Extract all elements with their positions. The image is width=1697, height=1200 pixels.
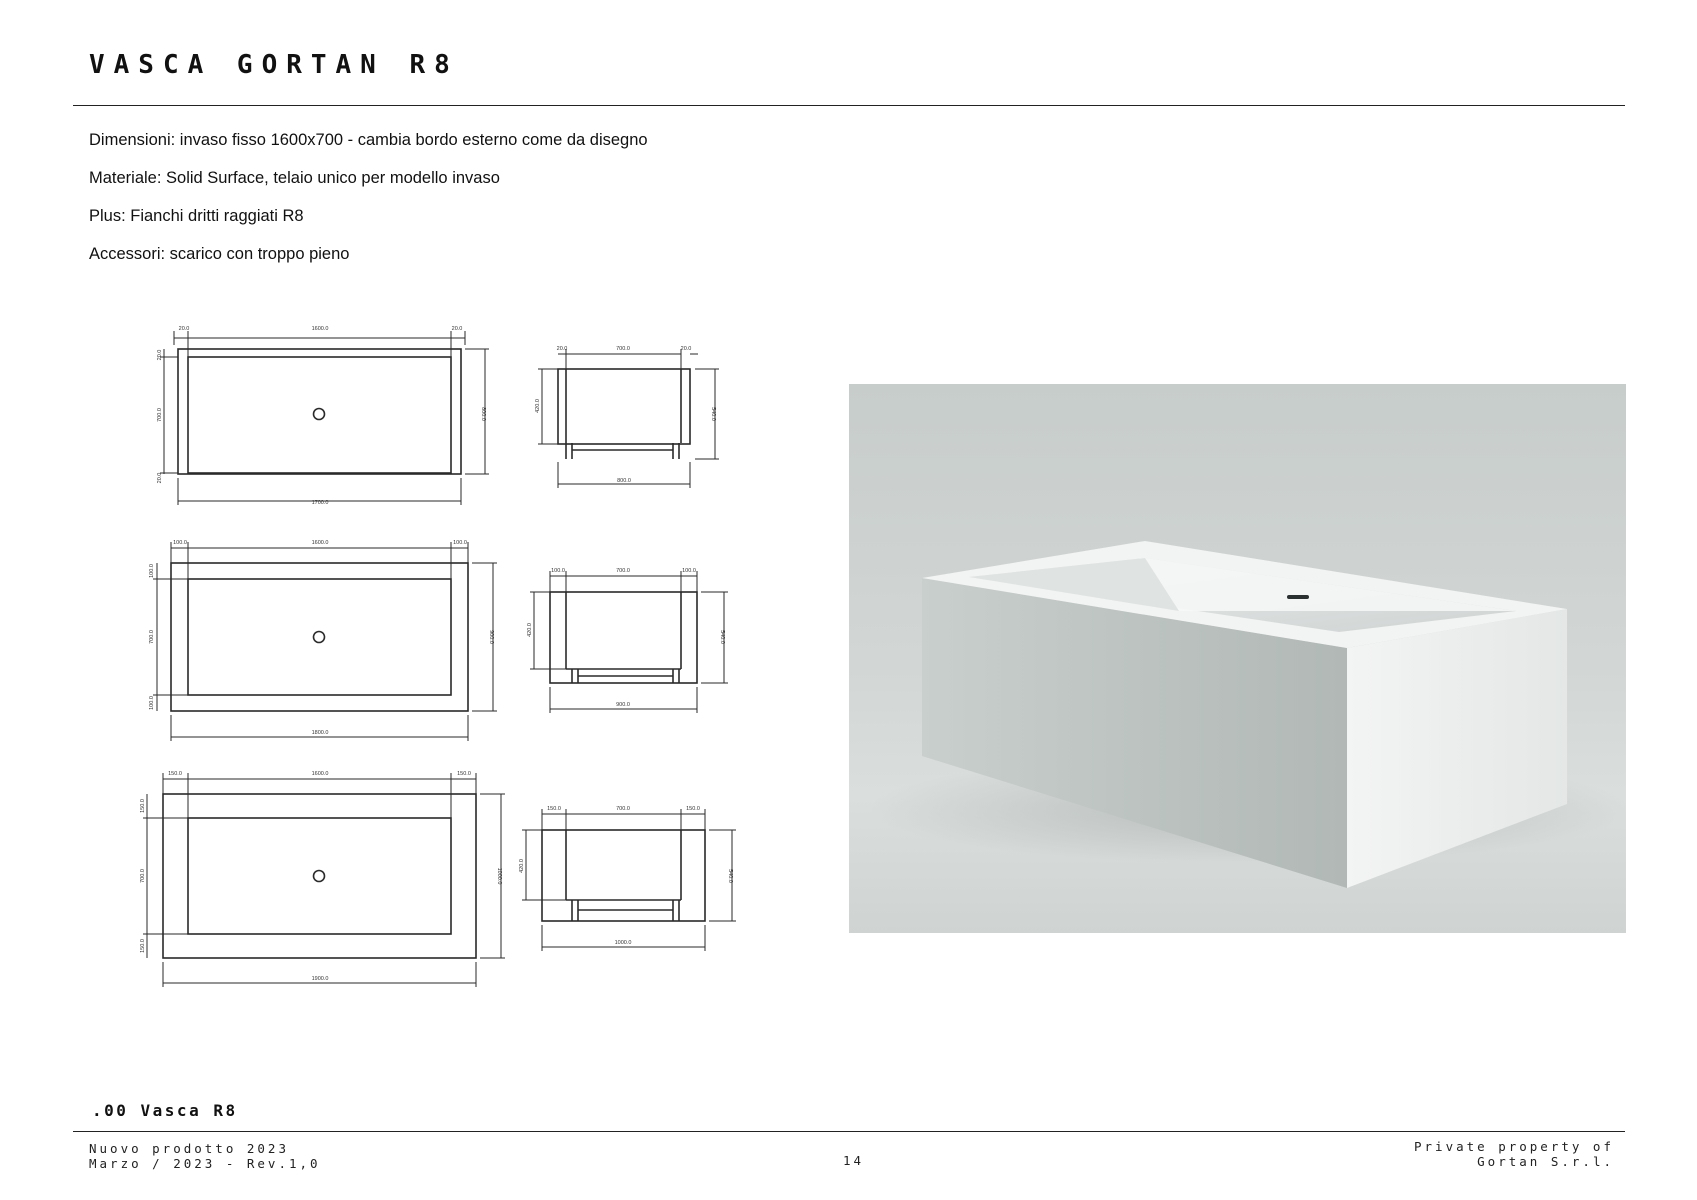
dim-label: 420.0 — [519, 859, 525, 873]
dim-label: 100.0 — [173, 540, 187, 546]
technical-drawings — [0, 0, 760, 1010]
dim-label: 20.0 — [157, 349, 163, 361]
dim-label: 1800.0 — [311, 730, 329, 736]
dim-label: 150.0 — [140, 939, 146, 953]
dim-label: 540.0 — [710, 407, 716, 421]
dim-label: 150.0 — [457, 771, 471, 777]
dim-label: 1000.0 — [614, 940, 632, 946]
dim-label: 420.0 — [535, 399, 541, 413]
footer-right — [1414, 1139, 1614, 1169]
dim-label: 420.0 — [527, 623, 533, 637]
dim-label: 700.0 — [616, 346, 630, 352]
dim-label: 1600.0 — [311, 771, 329, 777]
spec-plus: Plus: Fianchi dritti raggiati R8 — [89, 207, 304, 225]
dim-label: 800.0 — [480, 407, 486, 421]
dim-label: 1600.0 — [311, 540, 329, 546]
dim-label: 700.0 — [616, 806, 630, 812]
page-title: VASCA GORTAN R8 — [89, 50, 459, 80]
dim-label: 20.0 — [680, 346, 692, 352]
dim-label: 20.0 — [451, 326, 463, 332]
dim-label: 700.0 — [149, 630, 155, 644]
dim-label: 900.0 — [488, 630, 494, 644]
dim-label: 20.0 — [157, 472, 163, 484]
footer-property-line: Private property of — [1414, 1139, 1614, 1154]
spec-accessories: Accessori: scarico con troppo pieno — [89, 245, 350, 263]
dim-label: 800.0 — [617, 478, 631, 484]
dim-label: 1900.0 — [311, 976, 329, 982]
dim-label: 20.0 — [178, 326, 190, 332]
footer-company-line: Gortan S.r.l. — [1477, 1154, 1614, 1169]
bathtub-render — [849, 384, 1626, 933]
plan-drawing-row1 — [178, 349, 461, 474]
footer-revision-line: Marzo / 2023 - Rev.1,0 — [89, 1156, 321, 1171]
dim-label: 700.0 — [140, 869, 146, 883]
side-drawing-row2 — [550, 592, 697, 683]
page-number: 14 — [843, 1153, 865, 1168]
footer-divider — [73, 1131, 1625, 1132]
spec-material: Materiale: Solid Surface, telaio unico per modello invaso — [89, 169, 500, 187]
footer-left — [89, 1141, 321, 1171]
dim-label: 540.0 — [727, 869, 733, 883]
dim-label: 150.0 — [686, 806, 700, 812]
spec-dimensions: Dimensioni: invaso fisso 1600x700 - cambia bordo esterno come da disegno — [89, 131, 648, 149]
dim-label: 900.0 — [616, 702, 630, 708]
dim-label: 150.0 — [547, 806, 561, 812]
dim-label: 100.0 — [453, 540, 467, 546]
dim-label: 700.0 — [616, 568, 630, 574]
dim-label: 100.0 — [551, 568, 565, 574]
section-label: .00 Vasca R8 — [92, 1101, 238, 1120]
dim-label: 540.0 — [719, 630, 725, 644]
dim-label: 1000.0 — [496, 867, 502, 885]
dim-label: 100.0 — [149, 564, 155, 578]
dim-label: 100.0 — [682, 568, 696, 574]
dim-label: 1700.0 — [311, 500, 329, 506]
side-drawing-row3 — [542, 830, 705, 921]
plan-drawing-row3 — [163, 794, 476, 958]
footer-product-line: Nuovo prodotto 2023 — [89, 1141, 289, 1156]
plan-drawing-row2 — [171, 563, 468, 711]
dim-label: 150.0 — [168, 771, 182, 777]
dim-label: 20.0 — [556, 346, 568, 352]
dim-label: 1600.0 — [311, 326, 329, 332]
dim-label: 150.0 — [140, 799, 146, 813]
side-drawing-row1 — [558, 369, 690, 459]
dim-label: 100.0 — [149, 696, 155, 710]
dim-label: 700.0 — [157, 408, 163, 422]
